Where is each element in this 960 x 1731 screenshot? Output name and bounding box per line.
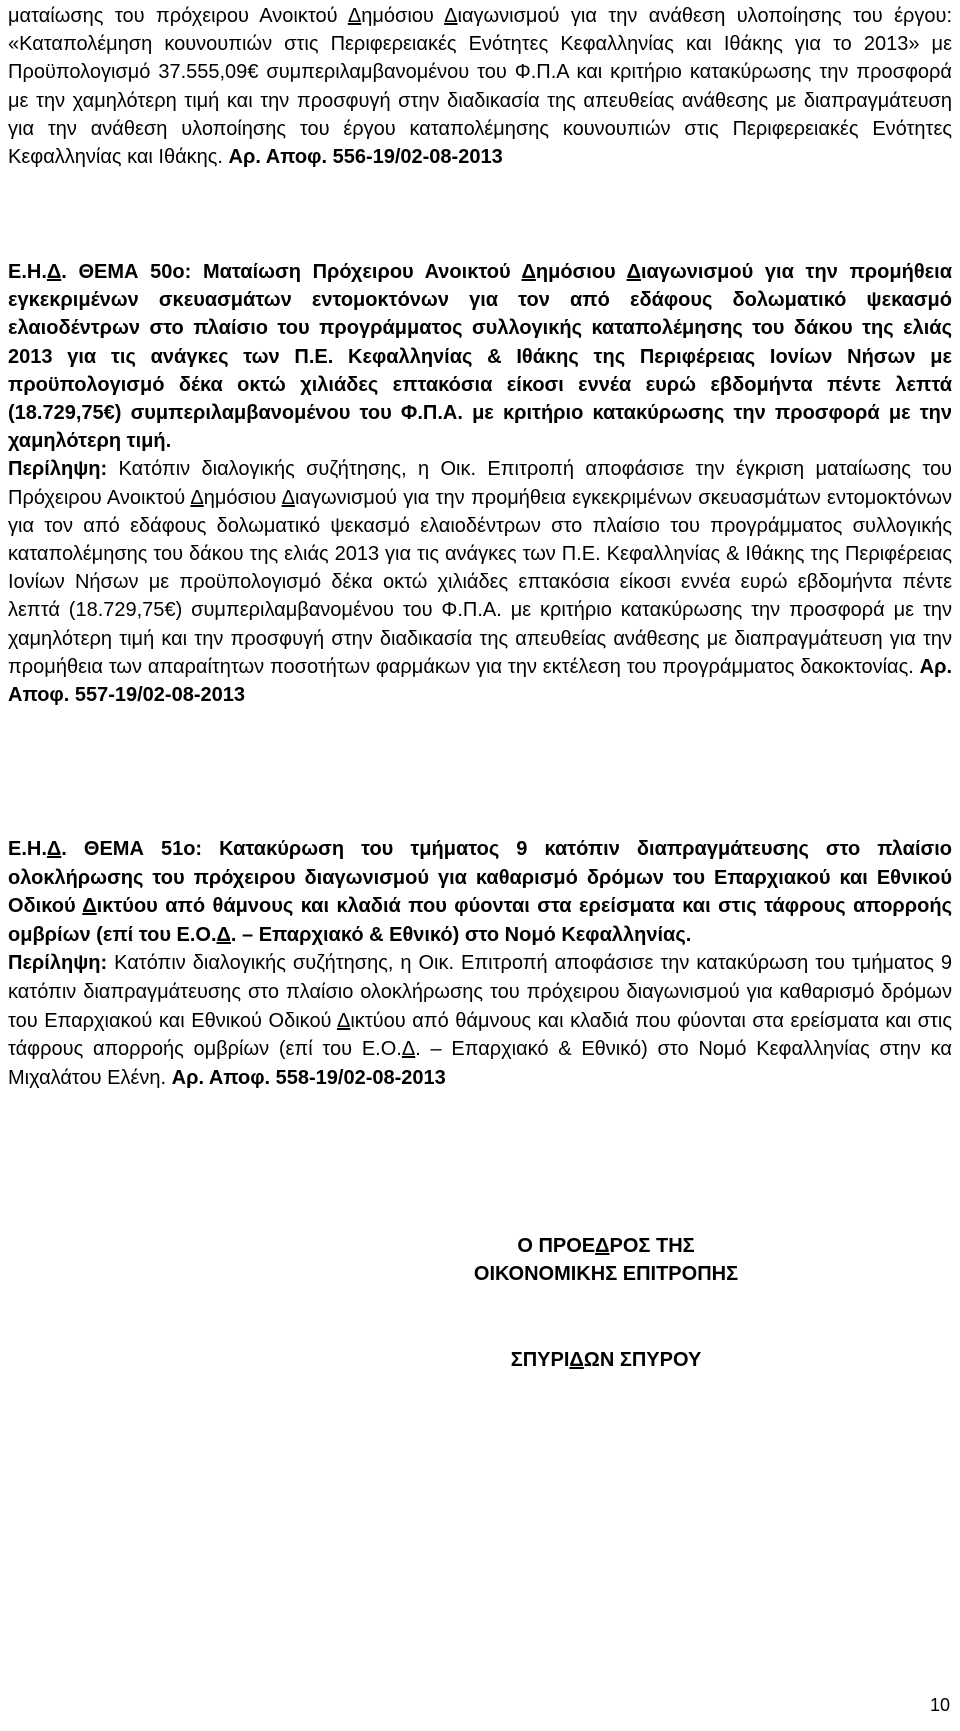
text-run: Δ	[82, 895, 97, 918]
item-summary	[8, 949, 952, 1092]
agenda-item-51	[8, 835, 952, 1092]
text-run: .	[61, 261, 67, 283]
text-run: ) συμπεριλαμβανομένου του Φ.Π.Α. με κριτήριο κατακύρωσης την προσφορά με την χαμηλότερη τιμή και την προσφυγή στην διαδικασία της απευθείας ανάθεσης με διαπραγμάτευση για την προμήθεια των απαραίτητων ποσοτήτων φαρμάκων για την εκτέλεση του προγράμματος δακοκτονίας.	[8, 599, 953, 678]
text-run: Δ	[444, 5, 458, 27]
text-run: Δ	[626, 261, 641, 283]
text-run: ΡΟΣ ΤΗΣ	[609, 1235, 695, 1257]
text-run: Ματαίωση Πρόχειρου Ανοικτού	[191, 261, 522, 283]
text-run: Κατόπιν διαλογικής συζήτησης, η Οικ. Επιτροπή αποφάσισε την έγκριση ματαίωσης του Πρόχειρου Ανοικτού	[8, 458, 952, 509]
previous-item-continuation	[8, 2, 952, 171]
euro-icon: €	[247, 61, 259, 84]
text-run: Ε.Η.	[8, 838, 47, 860]
item-summary	[8, 455, 952, 709]
text-run: Δ	[521, 261, 536, 283]
text-run: Δ	[401, 1038, 416, 1061]
text-run: Ε.Η.	[8, 261, 47, 283]
text-run: . – Επαρχιακό & Εθνικό) στο Νομό Κεφαλληνίας.	[230, 923, 692, 946]
theme-number: ΘΕΜΑ 51ο:	[66, 838, 203, 860]
text-run: ημόσιου	[203, 486, 282, 509]
text-run: . – Επαρχιακό & Εθνικό) στο Νομό Κεφαλληνίας στην κα Μιχαλάτου Ελένη.	[8, 1038, 952, 1089]
text-run: Δ	[569, 1349, 584, 1371]
text-run: Δ	[347, 5, 362, 27]
summary-label: Περίληψη:	[8, 458, 108, 481]
item-heading	[8, 258, 952, 455]
text-run: ιαγωνισμού για την προμήθεια εγκεκριμένων σκευασμάτων εντομοκτόνων για τον από εδάφους δολωματικό ψεκασμό ελαιοδέντρων στο πλαίσιο του προγράμματος συλλογικής καταπολέμησης του δάκου της ελιάς 2013 για τις ανάγκες των Π.Ε. Κεφαλληνίας & Ιθάκης της Περιφέρειας Ιονίων Νήσων με προϋπολογισμό δέκα οκτώ χιλιάδες επτακόσια είκοσι εννέα ευρώ εβδομήντα πέντε λεπτά (18.729,75	[8, 261, 952, 425]
text-run: Δ	[595, 1235, 610, 1257]
text-run: ικτύου από θάμνους και κλαδιά που φύονται στα ερείσματα και στις τάφρους απορροής ομβρίων (επί του Ε.Ο.	[8, 895, 952, 946]
signature-title	[396, 1232, 816, 1288]
signature-line-2: ΟΙΚΟΝΟΜΙΚΗΣ ΕΠΙΤΡΟΠΗΣ	[473, 1263, 739, 1285]
page-number: 10	[930, 1695, 951, 1715]
text-run: ημόσιου	[535, 261, 627, 283]
text-run: Δ	[190, 486, 204, 509]
text-run: Κατόπιν διαλογικής συζήτησης, η Οικ. Επιτροπή αποφάσισε την κατακύρωση του τμήματος 9 κατόπιν διαπραγμάτευσης στο πλαίσιο ολοκλήρωσης του πρόχειρου διαγωνισμού για καθαρισμό δρόμων του Επαρχιακού και Εθνικού Οδικού	[8, 952, 952, 1032]
text-run: ιαγωνισμού για την ανάθεση υλοποίησης του έργου: «Καταπολέμηση κουνουπιών στις Περιφερειακές Ενότητες Κεφαλληνίας και Ιθάκης για το 2013» με Προϋπολογισμό 37.555,09	[8, 5, 953, 84]
text-run: Δ	[46, 261, 62, 283]
summary-label: Περίληψη:	[8, 952, 108, 975]
signatory-name	[396, 1346, 816, 1374]
agenda-item-50	[8, 258, 952, 709]
decision-number: Αρ. Αποφ. 556-19/02-08-2013	[228, 146, 503, 169]
text-run: ΩΝ ΣΠΥΡΟΥ	[583, 1349, 702, 1371]
text-run: .	[61, 838, 67, 860]
text-run: ικτύου από θάμνους και κλαδιά που φύονται στα ερείσματα και στις τάφρους απορροής ομβρίων (επί του Ε.Ο.	[8, 1009, 953, 1061]
decision-number: Αρ. Αποφ. 557-19/02-08-2013	[8, 655, 952, 707]
text-run: Δ	[46, 838, 62, 860]
text-run: ΣΠΥΡΙ	[510, 1349, 570, 1371]
euro-icon: €	[164, 599, 176, 622]
text-run: ημόσιου	[361, 5, 445, 27]
text-run: ) συμπεριλαμβανομένου του Φ.Π.Α. με κριτήριο κατακύρωσης την προσφορά με την χαμηλότερη τιμή.	[8, 402, 952, 453]
text-run: ιαγωνισμού για την προμήθεια εγκεκριμένων σκευασμάτων εντομοκτόνων για τον από εδάφους δολωματικό ψεκασμό ελαιοδέντρων στο πλαίσιο του προγράμματος συλλογικής καταπολέμησης του δάκου της ελιάς 2013 για τις ανάγκες των Π.Ε. Κεφαλληνίας & Ιθάκης της Περιφέρειας Ιονίων Νήσων με προϋπολογισμό δέκα οκτώ χιλιάδες επτακόσια είκοσι εννέα ευρώ εβδομήντα πέντε λεπτά (18.729,75	[8, 486, 952, 622]
text-run: Κατακύρωση του τμήματος 9 κατόπιν διαπραγμάτευσης στο πλαίσιο ολοκλήρωσης του πρόχειρου διαγωνισμού για καθαρισμό δρόμων του Επαρχιακού και Εθνικού Οδικού	[8, 838, 952, 918]
item-heading	[8, 835, 952, 949]
decision-number: Αρ. Αποφ. 558-19/02-08-2013	[171, 1066, 446, 1089]
text-run: Δ	[281, 486, 295, 509]
text-run: Δ	[216, 923, 231, 946]
text-run: ματαίωσης του πρόχειρου Ανοικτού	[8, 5, 348, 27]
euro-icon: €	[103, 402, 115, 425]
signature-line-1	[396, 1232, 816, 1260]
theme-number: ΘΕΜΑ 50ο:	[66, 261, 192, 283]
text-run: συμπεριλαμβανομένου του Φ.Π.Α και κριτήριο κατακύρωσης την προσφορά με την χαμηλότερη τιμή και την προσφυγή στην διαδικασία της απευθείας ανάθεσης με διαπραγμάτευση για την ανάθεση υλοποίησης του έργου καταπολέμησης κουνουπιών στις Περιφερειακές Ενότητες Κεφαλληνίας και Ιθάκης.	[8, 61, 952, 169]
text-run: Δ	[336, 1009, 351, 1032]
text-run: Ο ΠΡΟΕ	[517, 1235, 596, 1257]
